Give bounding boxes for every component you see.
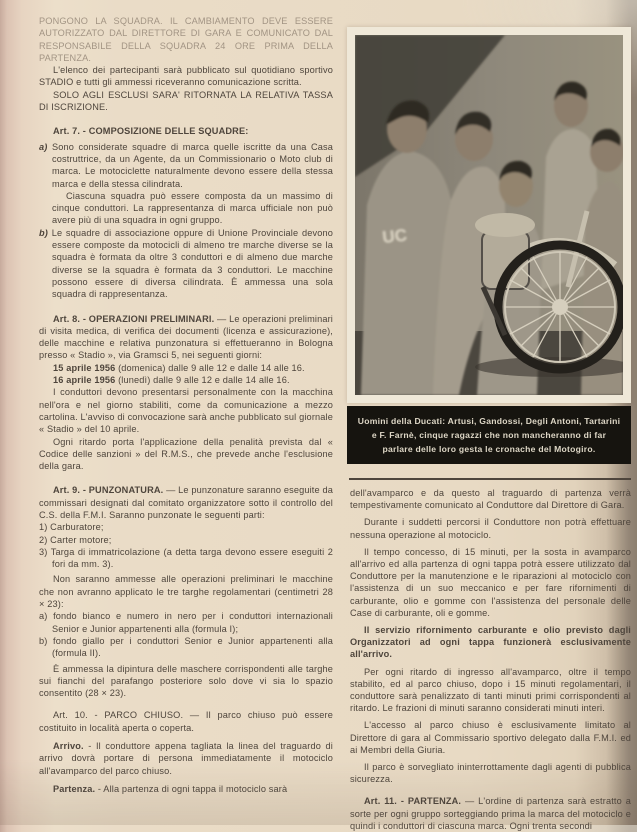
- targa-item-a: a) fondo bianco e numero in nero per i conduttori internazionali Senior e Junior appartenenti alla (formula I);: [39, 611, 333, 634]
- article-11-text: — L'ordine di partenza sarà estratto a sorte per ogni gruppo sorteggiando prima la marca del motociclo e quindi i conduttori di ciascuna marca. Ogni trenta secondi: [350, 796, 631, 831]
- item-b-label: b): [39, 227, 48, 238]
- article-11-title: Art. 11. - PARTENZA.: [364, 796, 462, 807]
- item-a-label: a): [39, 141, 48, 152]
- article-10: [39, 709, 333, 734]
- paragraph-nonammesse: Non saranno ammesse alle operazioni preliminari le macchine che non avranno applicato le tre targhe regolamentari (centimetri 28 × 23):: [39, 574, 333, 610]
- photo-caption-text: Uomini della Ducati: Artusi, Gandossi, Degli Antoni, Tartarini e F. Farnè, cinque ragazzi che non mancheranno di far parlare delle loro gesta le cronache del Motogiro.: [357, 416, 621, 454]
- article-8: [39, 313, 333, 362]
- partenza-text: - Alla partenza di ogni tappa il motociclo sarà: [95, 783, 288, 794]
- left-column: [39, 15, 333, 795]
- punzonatura-item-1: 1) Carburatore;: [39, 522, 104, 533]
- article-8-title: Art. 8. - OPERAZIONI PRELIMINARI.: [53, 313, 215, 324]
- photo-frame: [347, 27, 631, 403]
- article-7-title: Art. 7. - COMPOSIZIONE DELLE SQUADRE:: [53, 126, 249, 137]
- arrivo-text: - Il conduttore appena tagliata la linea del traguardo di arrivo dovrà portare di persona immediatamente il motociclo all'avamparco del parco chiuso.: [39, 741, 333, 776]
- ducati-team-photo: [355, 35, 623, 395]
- paragraph-elenco: L'elenco dei partecipanti sarà pubblicato sul quotidiano sportivo STADIO e tutti gli ammessi riceveranno comunicazione scritta.: [39, 65, 333, 88]
- photo-block: [347, 27, 631, 464]
- date-2-hours: (lunedì) dalle 9 alle 12 e dalle 14 alle 16.: [115, 375, 290, 386]
- item-b: [39, 227, 333, 301]
- paragraph-accesso: L'accesso al parco chiuso è esclusivamente limitato al Direttore di gara al Commissario sportivo delegato dalla F.M.I. ed ai Membri della Giuria.: [350, 720, 631, 755]
- column-divider-rule: [349, 478, 631, 480]
- item-a-text: Sono considerate squadre di marca quelle iscritte da una Casa costruttrice, da un Agente, da un Commissionario o Moto club di marca. Le motociclette naturalmente devono essere della stessa marca e della stessa cilindrata.: [51, 141, 333, 189]
- sweater-letters: UC: [381, 225, 408, 247]
- photo-caption: [347, 406, 631, 464]
- article-9: [39, 484, 333, 521]
- paragraph-ritardo: Ogni ritardo porta l'applicazione della penalità prevista dal « Codice delle sanzioni » del R.M.S., che prevede anche l'esclusione della gara.: [39, 436, 333, 472]
- item-a: [39, 141, 333, 190]
- item-b-text: Le squadre di associazione oppure di Unione Provinciale devono essere composte da motocicli di almeno tre marche diverse se la squadra è formata da oltre 3 conduttori e di almeno due marche diverse se la squadra è formata da 3 conduttori. Le macchine possono essere di diversa cilindrata. È ammessa una sola squadra di rappresentanza.: [51, 227, 333, 300]
- article-10-text: — Il parco chiuso può essere costituito in località aperta o coperta.: [39, 710, 333, 733]
- right-column: [350, 487, 631, 832]
- paragraph-servizio-rifornimento: Il servizio rifornimento carburante e olio previsto dagli Organizzatori ad ogni tappa funzionerà esclusivamente all'arrivo.: [350, 625, 631, 660]
- paragraph-esclusi: SOLO AGLI ESCLUSI SARA' RITORNATA LA RELATIVA TASSA DI ISCRIZIONE.: [39, 89, 333, 113]
- paragraph-sorvegliato: Il parco è sorvegliato ininterrottamente dagli agenti di pubblica sicurezza.: [350, 762, 631, 785]
- paragraph-dipintura: È ammessa la dipintura delle maschere corrispondenti alle targhe sui fianchi del parafango posteriore solo dove vi sia lo spazio consentito (28 × 23).: [39, 663, 333, 699]
- punzonatura-item-2: 2) Carter motore;: [39, 534, 112, 545]
- paragraph-ciascuna: Ciascuna squadra può essere composta da un massimo di cinque conduttori. La rappresentanza di marca ufficiale non può avere più di una squadra in ogni gruppo.: [52, 190, 333, 226]
- paragraph-durante: Durante i suddetti percorsi il Conduttore non potrà effettuare nessuna operazione al motociclo.: [350, 517, 631, 540]
- paragraph-penalita: Per ogni ritardo di ingresso all'avamparco, oltre il tempo stabilito, ed al parco chiuso, dopo i 15 minuti regolamentari, il conduttore sarà penalizzato di tanti minuti primi corrispondenti al ritardo. Le frazioni di minuti saranno considerati minuti interi.: [350, 666, 631, 714]
- date-2: 16 aprile 1956: [53, 375, 116, 386]
- paragraph-partenza: [39, 783, 333, 795]
- partenza-label: Partenza.: [53, 783, 96, 794]
- punzonatura-item-3: 3) Targa di immatricolazione (a detta targa devono essere eseguiti 2 fori da mm. 3).: [39, 546, 333, 570]
- article-10-title: Art. 10. - PARCO CHIUSO.: [53, 710, 184, 721]
- paragraph-team-change: PONGONO LA SQUADRA. IL CAMBIAMENTO DEVE ESSERE AUTORIZZATO DAL DIRETTORE DI GARA E COMUNICATO DAL RESPONSABILE DELLA SQUADRA 24 ORE PRIMA DELLA PARTENZA.: [39, 16, 333, 63]
- date-line-2: [39, 374, 333, 386]
- article-9-title: Art. 9. - PUNZONATURA.: [53, 485, 164, 496]
- paragraph-conduttori: I conduttori devono presentarsi personalmente con la macchina nell'ora e nel giorno stabiliti, come da comunicazione a mezzo cartolina. L'avviso di convocazione sarà anche pubblicato sul giornale « Stadio » del 10 aprile.: [39, 387, 333, 435]
- article-7-heading: [39, 125, 333, 137]
- paragraph-arrivo: [39, 740, 333, 777]
- arrivo-label: Arrivo.: [53, 741, 84, 752]
- paragraph-tempo: Il tempo concesso, di 15 minuti, per la sosta in avamparco all'arrivo ed alla partenza di ogni tappa potrà essere utilizzato dal Conduttore per la manutenzione e le riparazioni al motociclo con l'assistenza di un suo meccanico e per fare rifornimenti di carburante, olio e gomme con l'assistenza del personale delle Case di carburante, oli e gomme.: [350, 546, 631, 618]
- article-11: [350, 795, 631, 832]
- date-1: 15 aprile 1956: [53, 362, 116, 373]
- date-1-hours: (domenica) dalle 9 alle 12 e dalle 14 alle 16.: [115, 362, 305, 373]
- article-8-text: — Le operazioni preliminari di visita medica, di verifica dei documenti (licenza e assicurazione), delle macchine e relativa punzonatura si effettueranno in Bologna presso « Stadio », via Gramsci 5, nei seguenti giorni:: [39, 313, 333, 361]
- paragraph-avamparco: dell'avamparco e da questo al traguardo di partenza verrà tempestivamente comunicato al Conduttore dal Direttore di Gara.: [350, 488, 631, 511]
- article-9-text: — Le punzonature saranno eseguite da commissari designati dal comitato organizzatore sotto il controllo del C.S. della F.M.I. Saranno punzonate le seguenti parti:: [39, 485, 333, 520]
- targa-item-b: b) fondo giallo per i conduttori Senior e Junior appartenenti alla (formula II).: [39, 635, 333, 659]
- date-line-1: [39, 362, 333, 374]
